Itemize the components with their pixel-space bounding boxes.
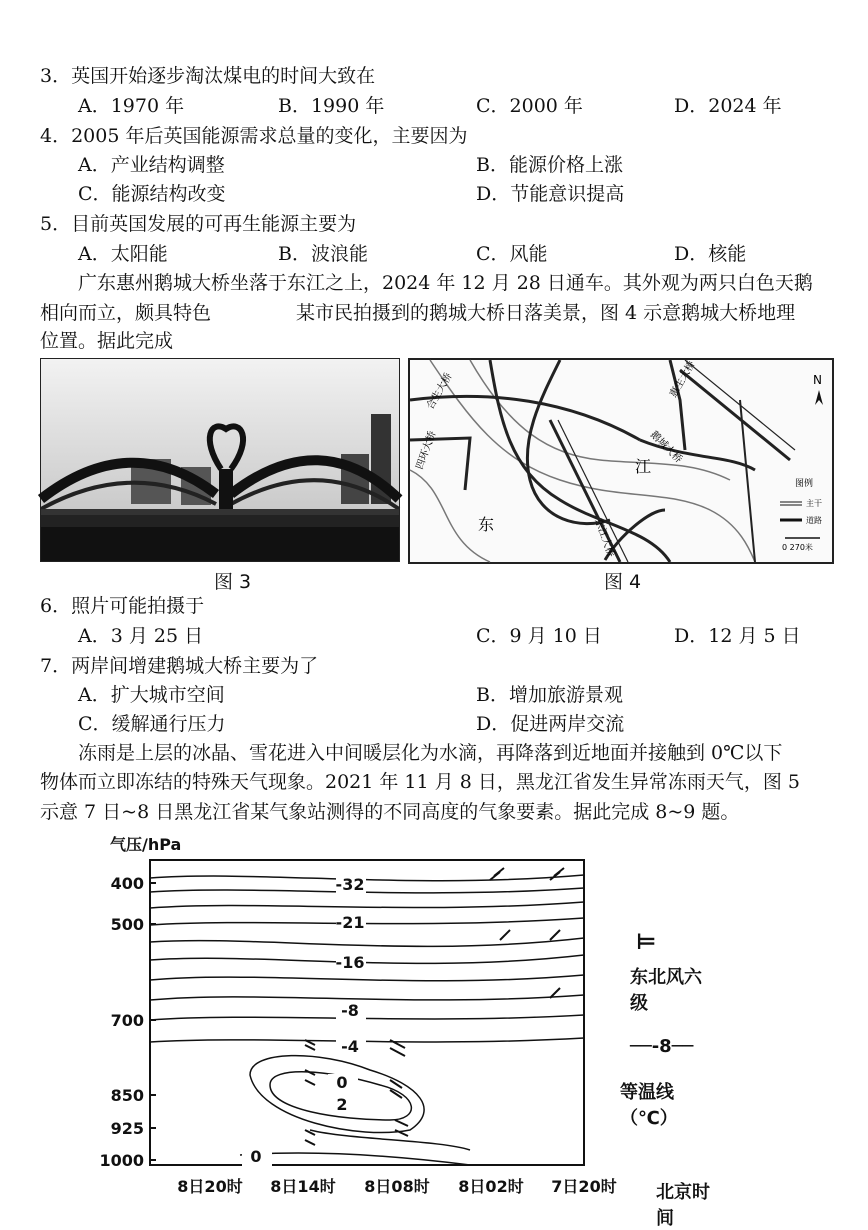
- figure4-map: [408, 358, 834, 564]
- wind-barb-legend-icon: ⊨: [636, 930, 657, 955]
- figure5-chart-svg: [99, 830, 710, 1220]
- q3-option-b: B．1990 年: [278, 95, 385, 117]
- bridge-location-map: [410, 360, 832, 562]
- q7-option-d: D．促进两岸交流: [476, 713, 625, 735]
- map-label-bridge3: 鹅城大桥: [647, 429, 684, 466]
- y-tick-label: 400: [110, 874, 144, 893]
- q6-option-c: C．9 月 10 日: [476, 625, 602, 647]
- legend-isotherm-sample: ──-8──: [630, 1036, 694, 1057]
- map-legend-road: 道路: [806, 516, 822, 525]
- q3-stem: 3．英国开始逐步淘汰煤电的时间大致在: [40, 65, 376, 87]
- y-tick-label: 700: [110, 1011, 144, 1030]
- isotherm-label: -4: [341, 1037, 359, 1056]
- q4-option-b: B．能源价格上涨: [476, 154, 623, 176]
- x-tick-label: 8日14时: [270, 1177, 336, 1196]
- map-label-bridge4: 惠生大桥: [668, 359, 698, 400]
- figure3-caption: 图 3: [214, 571, 252, 593]
- figure5-chart: [99, 830, 710, 1229]
- x-tick-label: 8日02时: [458, 1177, 524, 1196]
- isotherm-label: 0: [336, 1073, 348, 1092]
- q3-option-a: A．1970 年: [78, 95, 185, 117]
- q3-option-c: C．2000 年: [476, 95, 583, 117]
- q4-option-c: C．能源结构改变: [78, 183, 226, 205]
- x-tick-label: 7日20时: [551, 1177, 617, 1196]
- chart-xlabel: 北京时间: [656, 1182, 710, 1229]
- isotherm-label: 0: [250, 1147, 262, 1166]
- map-scale: 0 270米: [782, 543, 813, 552]
- map-label-bridge1: 合生大桥: [425, 371, 455, 412]
- q5-stem: 5．目前英国发展的可再生能源主要为: [40, 213, 357, 235]
- q7-option-c: C．缓解通行压力: [78, 713, 226, 735]
- q5-option-b: B．波浪能: [278, 243, 368, 265]
- q6-option-d: D．12 月 5 日: [674, 625, 801, 647]
- q7-option-b: B．增加旅游景观: [476, 684, 623, 706]
- isotherm-label: -8: [341, 1001, 359, 1020]
- passage1-line3: 位置。据此完成: [40, 330, 174, 352]
- q4-stem: 4．2005 年后英国能源需求总量的变化，主要因为: [40, 125, 468, 147]
- y-tick-label: 925: [110, 1119, 144, 1138]
- legend-isotherm-value: -8: [651, 1036, 672, 1057]
- chart-ylabel: 气压/hPa: [110, 835, 182, 854]
- passage2-line1: 冻雨是上层的冰晶、雪花进入中间暖层化为水滴，再降落到近地面并接触到 0℃以下: [78, 742, 783, 764]
- passage1-line2: 相向而立，颇具特色: [40, 302, 212, 324]
- x-tick-label: 8日08时: [364, 1177, 430, 1196]
- q5-option-c: C．风能: [476, 243, 548, 265]
- map-legend-title: 图例: [795, 479, 814, 489]
- y-tick-label: 1000: [99, 1151, 144, 1170]
- x-tick-label: 8日20时: [177, 1177, 243, 1196]
- q3-option-d: D．2024 年: [674, 95, 782, 117]
- map-label-bridge5: 东江大桥: [592, 517, 617, 559]
- q4-option-d: D．节能意识提高: [476, 183, 625, 205]
- isotherm-label: 2: [336, 1095, 348, 1114]
- map-label-river2: 东: [478, 515, 495, 534]
- q6-stem: 6．照片可能拍摄于: [40, 595, 205, 617]
- q4-option-a: A．产业结构调整: [78, 154, 225, 176]
- isotherm-label: -32: [335, 875, 365, 894]
- map-north-label: N: [813, 373, 822, 387]
- passage2-line2: 物体而立即冻结的特殊天气现象。2021 年 11 月 8 日，黑龙江省发生异常冻雨天气，图 5: [40, 771, 800, 793]
- legend-wind-label: 东北风六级: [630, 967, 702, 1014]
- passage1-line2b: 某市民拍摄到的鹅城大桥日落美景，图 4 示意鹅城大桥地理: [296, 302, 796, 324]
- bridge-photo-illustration: [41, 359, 399, 561]
- isotherm-label: -21: [335, 913, 365, 932]
- q5-option-a: A．太阳能: [78, 243, 168, 265]
- map-label-bridge2: 四环大桥: [414, 429, 439, 472]
- q7-stem: 7．两岸间增建鹅城大桥主要为了: [40, 655, 319, 677]
- y-tick-label: 850: [110, 1086, 144, 1105]
- isotherm-lines: [150, 875, 584, 1165]
- y-tick-label: 500: [110, 915, 144, 934]
- isotherm-label: -16: [335, 953, 365, 972]
- figure4-caption: 图 4: [604, 571, 642, 593]
- map-label-river1: 江: [635, 457, 652, 476]
- map-legend-main: 主干: [806, 499, 822, 508]
- passage2-line3: 示意 7 日~8 日黑龙江省某气象站测得的不同高度的气象要素。据此完成 8~9 题。: [40, 801, 740, 823]
- figure3-photo: [40, 358, 400, 562]
- legend-isotherm-label: 等温线（℃）: [620, 1082, 678, 1129]
- passage1-line1: 广东惠州鹅城大桥坐落于东江之上，2024 年 12 月 28 日通车。其外观为两只白色天鹅: [78, 272, 813, 294]
- q6-option-a: A．3 月 25 日: [78, 625, 204, 647]
- q5-option-d: D．核能: [674, 243, 747, 265]
- q7-option-a: A．扩大城市空间: [78, 684, 225, 706]
